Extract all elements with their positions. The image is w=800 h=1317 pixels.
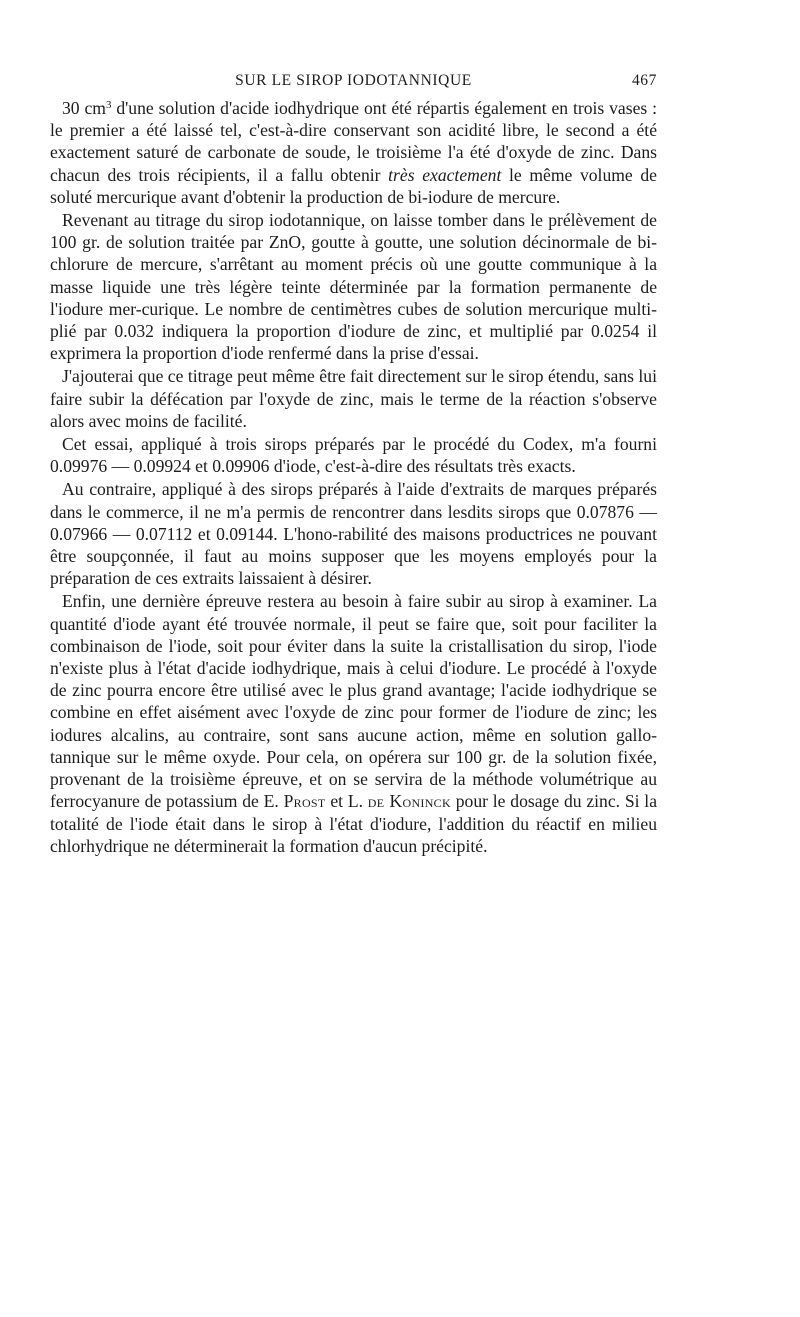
- page-header: [50, 72, 657, 94]
- paragraph-6-text-c: pour le dosage du zinc. Si la totalité de l'iode était dans le sirop à l'état d'iodure, l'addition du réactif en milieu chlorhydrique ne déterminerait la formation d'aucun précipité.: [50, 791, 658, 856]
- paragraph-6: [50, 590, 657, 856]
- paragraph-2: Revenant au titrage du sirop iodotannique, on laisse tomber dans le prélèvement de 100 gr. de solution traitée par ZnO, goutte à goutte, une solution décinormale de bi-chlorure de mercure, s'arrêtant au moment précis où une goutte communique à la masse liquide une très légère teinte déterminée par la formation permanente de l'iodure mer-curique. Le nombre de centimètres cubes de solution mercurique multi-plié par 0.032 indiquera la proportion d'iodure de zinc, et multiplié par 0.0254 il exprimera la proportion d'iode renfermé dans la prise d'essai.: [50, 210, 657, 364]
- paragraph-1-text-a: d'une solution d'acide iodhydrique ont été répartis également en trois vases : le premier a été laissé tel, c'est-à-dire conservant son acidité libre, le second a été exactement saturé de carbonate de soude, le troisième l'a été d'oxyde de zinc. Dans chacun des trois récipients, il a fallu obtenir: [50, 98, 657, 185]
- paragraph-1: [50, 97, 657, 208]
- paragraph-1-text-b: le même volume de soluté mercurique avant d'obtenir la production de bi-iodure de mercure.: [50, 164, 657, 207]
- author-name-de-koninck: de Koninck: [367, 791, 451, 812]
- emphasis-text: très exactement: [388, 164, 502, 185]
- running-title: SUR LE SIROP IODOTANNIQUE: [235, 72, 472, 89]
- paragraph-5: Au contraire, appliqué à des sirops préparés à l'aide d'extraits de marques préparés dans le commerce, il ne m'a permis de rencontrer dans lesdits sirops que 0.07876 — 0.07966 — 0.07112 et 0.09144. L'hono-rabilité des maisons productrices ne pouvant être soupçonnée, il faut au moins supposer que les moyens employés pour la préparation de ces extraits laissaient à désirer.: [50, 479, 657, 589]
- author-name-prost: Prost: [283, 791, 326, 812]
- volume-exponent: 3: [105, 99, 112, 111]
- page-number: 467: [631, 72, 657, 89]
- body-text: [50, 97, 657, 857]
- paragraph-4: Cet essai, appliqué à trois sirops préparés par le procédé du Codex, m'a fourni 0.09976 — 0.09924 et 0.09906 d'iode, c'est-à-dire des résultats très exacts.: [50, 434, 657, 477]
- paragraph-6-text-a: Enfin, une dernière épreuve restera au besoin à faire subir au sirop à examiner. La quantité d'iode ayant été trouvée normale, il peut se faire que, soit pour faciliter la combinaison de l'iode, soit pour éviter dans la suite la cristallisation du sirop, l'iode n'existe plus à l'état d'acide iodhydrique, mais à celui d'iodure. Le procédé à l'oxyde de zinc pourra encore être utilisé avec le plus grand avantage; l'acide iodhydrique se combine en effet aisément avec l'oxyde de zinc pour former de l'iodure de zinc; les iodures alcalins, au contraire, sont sans aucune action, même en solution gallo-tannique sur le même oxyde. Pour cela, on opérera sur 100 gr. de la solution fixée, provenant de la troisième épreuve, et on se servira de la méthode volumétrique au ferrocyanure de potassium de E.: [50, 591, 657, 812]
- paragraph-6-text-b: et L.: [325, 791, 368, 812]
- paragraph-3: J'ajouterai que ce titrage peut même être fait directement sur le sirop étendu, sans lui faire subir la défécation par l'oxyde de zinc, mais le terme de la réaction s'observe alors avec moins de facilité.: [50, 366, 657, 431]
- volume-quantity: 30 cm: [62, 98, 106, 118]
